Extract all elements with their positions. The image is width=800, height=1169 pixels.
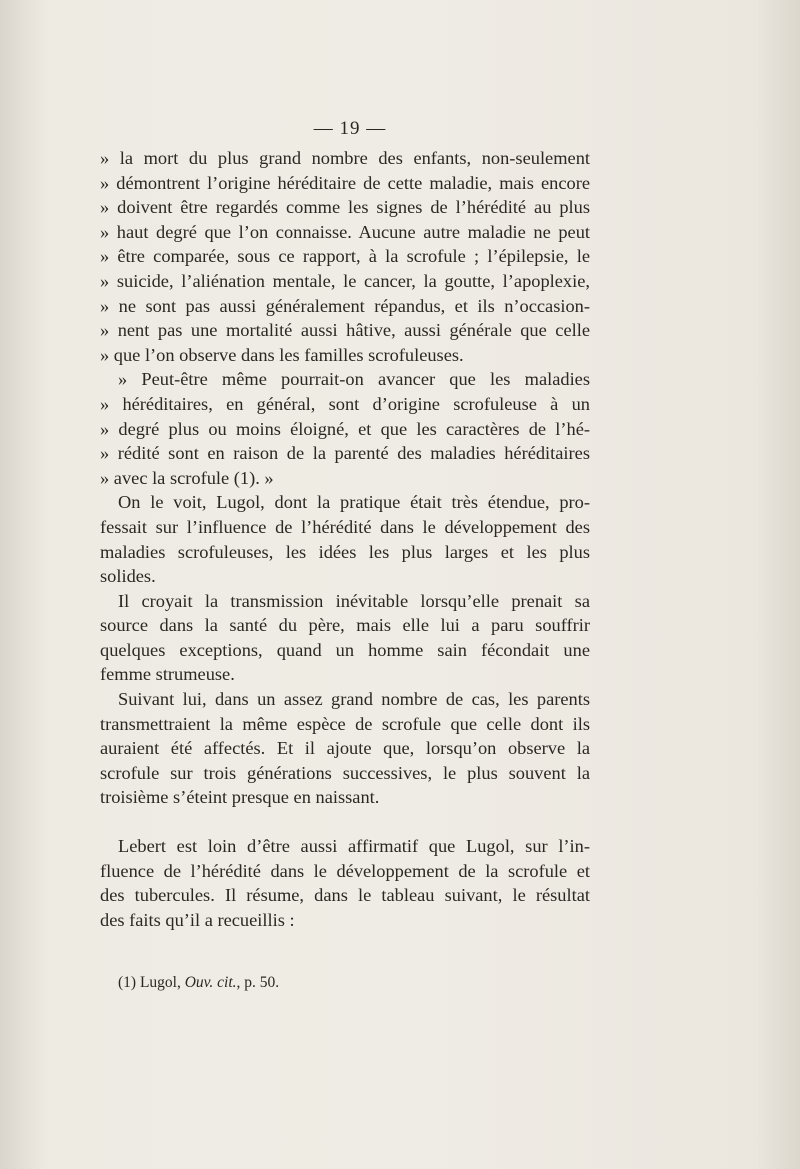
text-line: auraient été affectés. Et il ajoute que, lorsqu’on observe la [100,738,590,759]
paragraph-spacer [100,810,590,834]
page-body [100,146,590,932]
text-line: » être comparée, sous ce rapport, à la scrofule ; l’épilepsie, le [100,246,590,267]
text-line: » la mort du plus grand nombre des enfants, non-seulement [100,148,590,168]
paragraph-quote-2 [100,367,590,490]
paragraph [100,490,590,588]
text-line: » Peut-être même pourrait-on avancer que les maladies [118,369,590,390]
text-line: » doivent être regardés comme les signes de l’hérédité au plus [100,197,590,218]
footnote-marker: (1) Lugol, [118,974,181,991]
text-line: source dans la santé du père, mais elle lui a paru souffrir [100,615,590,636]
footnote-page: , p. 50. [236,974,280,991]
text-line: solides. [100,566,156,587]
text-line: Il croyait la transmission inévitable lorsqu’elle prenait sa [118,590,590,611]
text-line: transmettraient la même espèce de scrofule que celle dont ils [100,713,590,734]
text-line: » héréditaires, en général, sont d’origine scrofuleuse à un [100,393,590,414]
text-line: On le voit, Lugol, dont la pratique était très étendue, pro- [118,492,590,513]
text-line: » démontrent l’origine héréditaire de cette maladie, mais encore [100,172,590,193]
text-line: » degré plus ou moins éloigné, et que les caractères de l’hé- [100,418,590,439]
text-line: des tubercules. Il résume, dans le tableau suivant, le résultat [100,885,590,906]
text-line: Suivant lui, dans un assez grand nombre de cas, les parents [118,689,590,710]
paragraph [100,834,590,932]
footnote [118,974,279,992]
text-line: des faits qu’il a recueillis : [100,909,295,930]
text-line: femme strumeuse. [100,664,235,685]
text-line: fluence de l’hérédité dans le développement de la scrofule et [100,860,590,881]
text-line: » que l’on observe dans les familles scrofuleuses. [100,344,464,365]
page-number: — 19 — [313,118,387,139]
text-line: maladies scrofuleuses, les idées les plus larges et les plus [100,541,590,562]
paragraph [100,589,590,687]
text-line: scrofule sur trois générations successives, le plus souvent la [100,762,590,783]
paragraph-quote-1 [100,146,590,367]
paragraph [100,687,590,810]
text-line: » ne sont pas aussi généralement répandus, et ils n’occasion- [100,295,590,316]
text-line: troisième s’éteint presque en naissant. [100,787,380,808]
footnote-work: Ouv. cit. [184,974,237,991]
text-line: Lebert est loin d’être aussi affirmatif que Lugol, sur l’in- [118,836,590,857]
text-line: quelques exceptions, quand un homme sain fécondait une [100,639,590,660]
text-line: » nent pas une mortalité aussi hâtive, aussi générale que celle [100,320,590,341]
text-line: » suicide, l’aliénation mentale, le cancer, la goutte, l’apoplexie, [100,270,590,291]
text-line: » haut degré que l’on connaisse. Aucune autre maladie ne peut [100,221,590,242]
text-line: fessait sur l’influence de l’hérédité dans le développement des [100,516,590,537]
text-line: » rédité sont en raison de la parenté des maladies héréditaires [100,443,590,464]
text-line: » avec la scrofule (1). » [100,467,274,488]
